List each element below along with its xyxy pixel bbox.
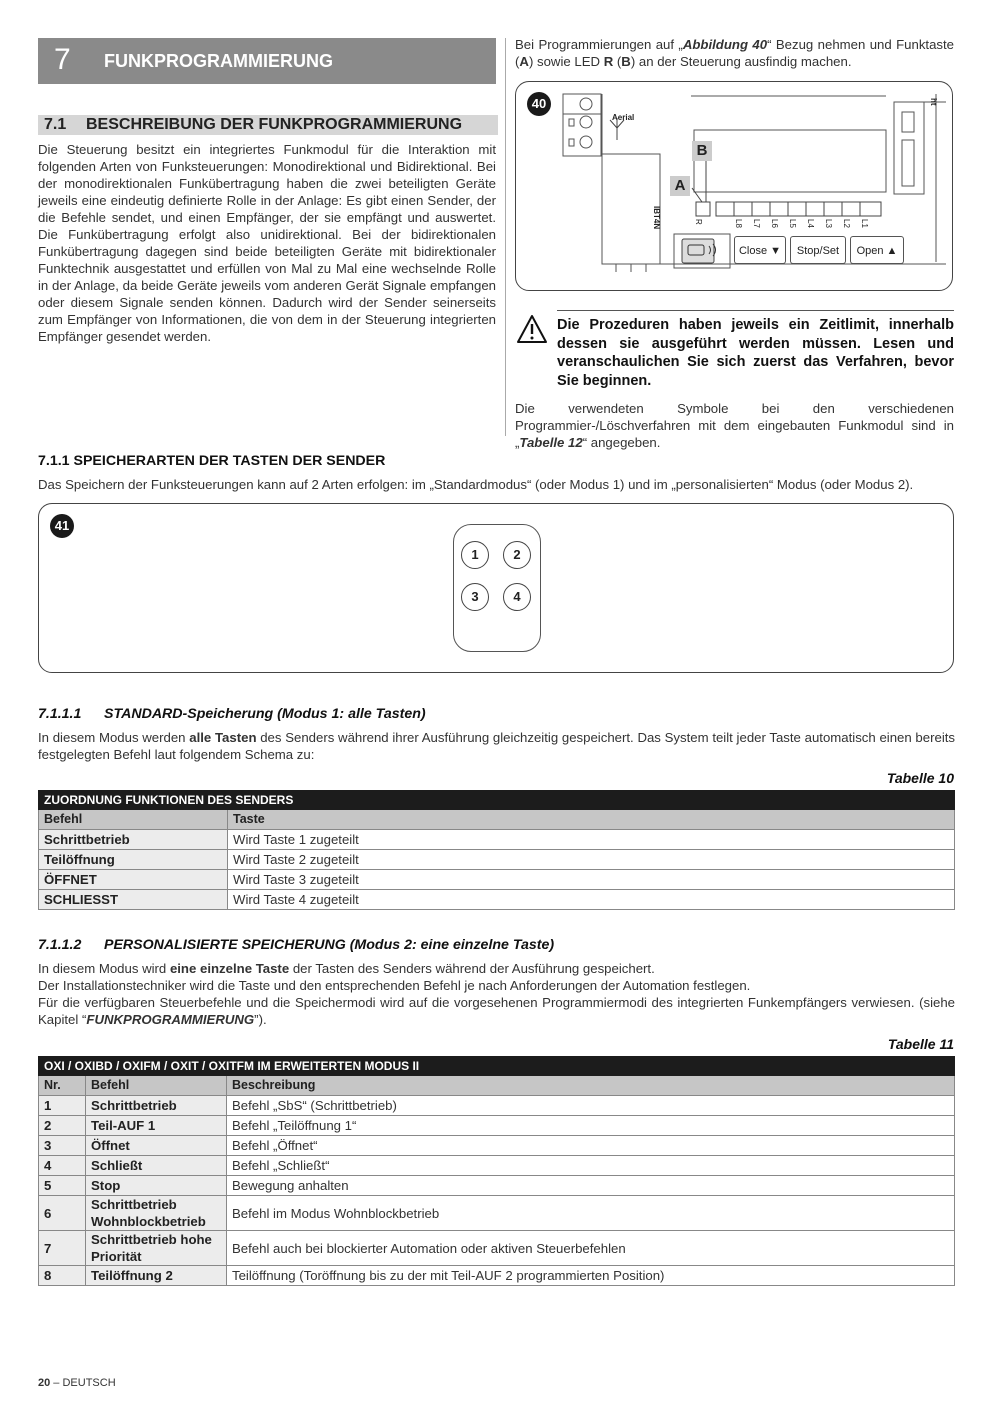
section-title: STANDARD-Speicherung (Modus 1: alle Tasten): [104, 706, 426, 722]
symbols-note: Die verwendeten Symbole bei den verschiedenen Programmier-/Löschverfahren mit dem eingebauten Funkmodul sind in „Tabelle 12“ angegeben.: [515, 401, 954, 450]
aerial-label: Aerial: [612, 113, 635, 122]
table-row: Schrittbetrieb Wird Taste 1 zugeteilt: [39, 830, 955, 850]
table-row: 6 Schrittbetrieb Wohnblockbetrieb Befehl im Modus Wohnblockbetrieb: [39, 1196, 955, 1231]
table-row: Teilöffnung Wird Taste 2 zugeteilt: [39, 850, 955, 870]
remote-key-2: 2: [503, 541, 531, 569]
table-row: 2 Teil-AUF 1 Befehl „Teilöffnung 1“: [39, 1116, 955, 1136]
section-7-1-1-2-title: [38, 937, 554, 953]
section-7-1-1-1-paragraph: In diesem Modus werden alle Tasten des Senders während ihrer Ausführung gleichzeitig gespeichert. Das System teilt jeder Taste automatisch einen bereits festgelegten Befehl laut folgendem Schema zu:: [38, 730, 956, 762]
table-title: ZUORDNUNG FUNKTIONEN DES SENDERS: [39, 791, 955, 810]
table-11: [38, 1056, 955, 1286]
section-7-1-1-2-paragraph: In diesem Modus wird eine einzelne Taste der Tasten des Senders während der Ausführung gespeichert. Der Installationstechniker wird die Taste und den entsprechenden Befehl je nach Anforderungen der Automation festlegen. Für die verfügbaren Steuerbefehle und die Speichermodi wird auf die vorgesehenen Programmiermodi des integrierten Funkempfängers verwiesen. (siehe Kapitel “FUNKPROGRAMMIERUNG”).: [38, 961, 955, 1027]
section-7-1-1-1-title: [38, 706, 426, 722]
figure-ref: Abbildung 40: [682, 37, 768, 52]
open-button: Open ▲: [850, 236, 904, 264]
led-label: L6: [770, 219, 779, 228]
led-label: L8: [734, 219, 743, 228]
language-label: DEUTSCH: [62, 1377, 116, 1389]
close-button: Close ▼: [734, 236, 786, 264]
table-11-caption: Tabelle 11: [887, 1036, 954, 1052]
figure-40-control-board: [515, 81, 953, 291]
page-footer: 20 – DEUTSCH: [38, 1377, 116, 1389]
warning-rule: [557, 310, 954, 311]
top-right-label: ht: [929, 98, 938, 106]
section-number: 7.1.1.1: [38, 706, 82, 722]
section-7-1-1-intro: Das Speichern der Funksteuerungen kann auf 2 Arten erfolgen: im „Standardmodus“ (oder Modus 1) und im „personalisierten“ Modus (oder Modus 2).: [38, 477, 914, 492]
table-ref: Tabelle 12: [519, 435, 583, 450]
figure-badge: 40: [527, 92, 551, 116]
table-row: SCHLIESST Wird Taste 4 zugeteilt: [39, 890, 955, 910]
label-b: B: [692, 141, 712, 161]
led-label: L1: [860, 219, 869, 228]
table-row: 5 Stop Bewegung anhalten: [39, 1176, 955, 1196]
stop-set-button: Stop/Set: [790, 236, 846, 264]
table-title: OXI / OXIBD / OXIFM / OXIT / OXITFM IM ERWEITERTEN MODUS II: [39, 1057, 955, 1076]
section-7-1-paragraph: Die Steuerung besitzt ein integriertes Funkmodul für die Interaktion mit folgenden Arten von Funksteuerungen: Monodirektional und Bidirektional. Bei der monodirektionalen Funkübertragung haben die zwei beteiligten Geräte jeweils eine eindeutig definierte Rolle in der Anlage: Es gibt einen Sender, der die Befehle sendet, und einen Empfänger, der sie empfängt und auswertet. Die Funkübertragung erfolgt also unidirektional. Bei der bidirektionalen Funkübertragung dagegen sind beide beteiligten Geräte mit bidirektionaler Funktechnik ausgestattet und erfüllen von Mal zu Mal eine wechselnde Rolle in der Anlage, da beide Geräte jeweils vom anderen Gerät Signale empfangen oder diesem Signale senden können. Dadurch wird der Sender seinerseits zum Empfänger von Informationen, die von dem in der Steuerung integrierten Empfänger gesendet werden.: [38, 142, 496, 344]
board-code-label: IBT4N: [652, 206, 661, 230]
warning-triangle-icon: [516, 314, 548, 344]
chapter-title: FUNKPROGRAMMIERUNG: [104, 51, 333, 71]
page-number: 20: [38, 1377, 51, 1389]
warning-text: Die Prozeduren haben jeweils ein Zeitlimit, innerhalb dessen sie ausgeführt werden müssen. Lesen und veranschaulichen Sie sich zuerst das Verfahren, bevor Sie beginnen.: [557, 317, 954, 389]
figure-40-intro: Bei Programmierungen auf „Abbildung 40“ Bezug nehmen und Funktaste (A) sowie LED R (B) an der Steuerung ausfindig machen.: [515, 37, 954, 69]
table-10: [38, 790, 955, 910]
column-header: Beschreibung: [227, 1076, 955, 1096]
chapter-header: [38, 38, 496, 84]
led-label: L2: [842, 219, 851, 228]
section-number: 7.1: [44, 116, 67, 133]
section-number: 7.1.1.2: [38, 937, 82, 953]
label-a: A: [670, 176, 690, 196]
section-title: BESCHREIBUNG DER FUNKPROGRAMMIERUNG: [86, 116, 463, 133]
table-row: 7 Schrittbetrieb hohe Priorität Befehl auch bei blockierter Automation oder aktiven Steuerbefehlen: [39, 1231, 955, 1266]
column-header: Taste: [228, 810, 955, 830]
section-7-1-header: [38, 115, 498, 135]
led-label: L5: [788, 219, 797, 228]
column-header: Nr.: [39, 1076, 86, 1096]
table-row: 4 Schließt Befehl „Schließt“: [39, 1156, 955, 1176]
remote-control: [453, 524, 541, 652]
column-divider: [505, 38, 506, 436]
table-row: 3 Öffnet Befehl „Öffnet“: [39, 1136, 955, 1156]
table-row: ÖFFNET Wird Taste 3 zugeteilt: [39, 870, 955, 890]
table-row: 1 Schrittbetrieb Befehl „SbS“ (Schrittbetrieb): [39, 1096, 955, 1116]
section-7-1-1-title: 7.1.1 SPEICHERARTEN DER TASTEN DER SENDER: [38, 453, 386, 469]
remote-key-4: 4: [503, 583, 531, 611]
section-title: PERSONALISIERTE SPEICHERUNG (Modus 2: eine einzelne Taste): [104, 937, 555, 953]
remote-key-3: 3: [461, 583, 489, 611]
table-10-caption: Tabelle 10: [886, 770, 954, 786]
led-label: R: [694, 219, 703, 225]
figure-badge: 41: [50, 514, 74, 538]
table-row: 8 Teilöffnung 2 Teilöffnung (Toröffnung bis zu der mit Teil-AUF 2 programmierten Position): [39, 1266, 955, 1286]
remote-key-1: 1: [461, 541, 489, 569]
chapter-number: 7: [54, 43, 71, 76]
led-label: L3: [824, 219, 833, 228]
column-header: Befehl: [86, 1076, 227, 1096]
column-header: Befehl: [39, 810, 228, 830]
led-label: L7: [752, 219, 761, 228]
led-label: L4: [806, 219, 815, 228]
figure-41-transmitter: [38, 503, 954, 673]
